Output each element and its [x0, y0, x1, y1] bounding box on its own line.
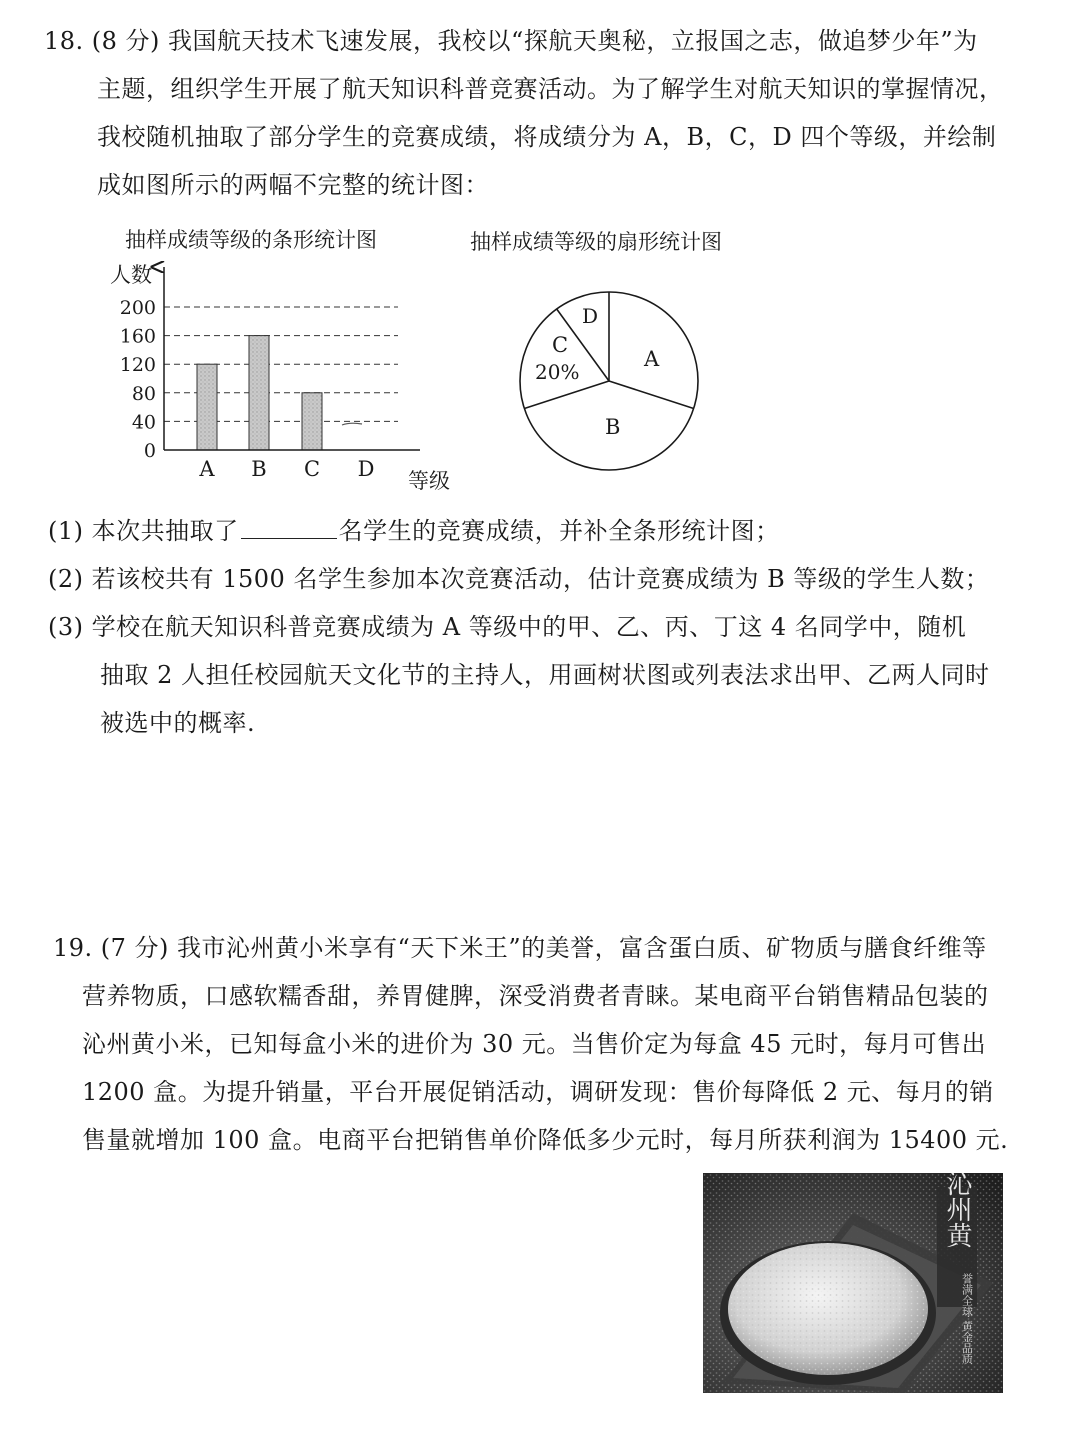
- y-tick-label: 200: [119, 297, 156, 319]
- q18-sub1-start: (1) 本次共抽取了: [48, 517, 239, 545]
- q18-line-1: 18. (8 分) 我国航天技术飞速发展，我校以“探航天奥秘，立报国之志，做追梦少年”为: [44, 27, 978, 55]
- millet-photo: [703, 1173, 1003, 1393]
- q18-sub2: (2) 若该校共有 1500 名学生参加本次竞赛活动，估计竞赛成绩为 B 等级的学生人数；: [48, 565, 990, 593]
- y-tick-label: 120: [119, 354, 156, 377]
- q18-sub3-line-2: 抽取 2 人担任校园航天文化节的主持人，用画树状图或列表法求出甲、乙两人同时: [100, 661, 990, 689]
- x-tick-label-c: C: [303, 457, 321, 481]
- photo-brand-label: 沁州黄: [942, 1173, 972, 1248]
- pie-slice-boundary-b: [609, 381, 694, 409]
- x-axis-label: 等级: [408, 469, 450, 493]
- pie-label-c: C: [552, 333, 569, 357]
- q18-sub1-end: 名学生的竞赛成绩，并补全条形统计图；: [338, 517, 780, 545]
- q18-sub3-line-1: (3) 学校在航天知识科普竞赛成绩为 A 等级中的甲、乙、丙、丁这 4 名同学中，随机: [48, 613, 967, 641]
- y-tick-label: 160: [119, 325, 156, 348]
- q18-sub1: [48, 516, 780, 546]
- y-tick-label: 40: [131, 411, 156, 434]
- pie-label-c-percent: 20%: [535, 360, 580, 384]
- pie-slice-boundary-c: [524, 381, 609, 409]
- y-tick-label: 0: [143, 440, 156, 462]
- q18-line-2: 主题，组织学生开展了航天知识科普竞赛活动。为了解学生对航天知识的掌握情况，: [97, 75, 1004, 103]
- x-tick-label-b: B: [251, 457, 267, 481]
- x-tick-label-a: A: [199, 457, 215, 481]
- q19-line-2: 营养物质，口感软糯香甜，养胃健脾，深受消费者青睐。某电商平台销售精品包装的: [82, 982, 989, 1010]
- pie-chart: [510, 282, 710, 482]
- y-axis-label: 人数: [110, 263, 152, 287]
- q18-line-4: 成如图所示的两幅不完整的统计图：: [97, 171, 489, 199]
- pie-label-d: D: [582, 304, 599, 328]
- q18-sub3-line-3: 被选中的概率.: [100, 709, 256, 737]
- q18-line-3: 我校随机抽取了部分学生的竞赛成绩，将成绩分为 A，B，C，D 四个等级，并绘制: [97, 123, 997, 151]
- bar-chart-title: 抽样成绩等级的条形统计图: [125, 228, 377, 252]
- q19-line-4: 1200 盒。为提升销量，平台开展促销活动，调研发现：售价每降低 2 元、每月的销: [82, 1078, 994, 1106]
- bar-b: [249, 336, 269, 450]
- pie-chart-title: 抽样成绩等级的扇形统计图: [470, 230, 722, 254]
- answer-blank[interactable]: [241, 516, 337, 539]
- q19-line-1: 19. (7 分) 我市沁州黄小米享有“天下米王”的美誉，富含蛋白质、矿物质与膳食纤维等: [53, 934, 987, 962]
- photo-slogan: 誉满全球 黄金品质: [960, 1273, 974, 1365]
- q19-line-5: 售量就增加 100 盒。电商平台把销售单价降低多少元时，每月所获利润为 15400 元.: [82, 1126, 1009, 1154]
- pie-label-a: A: [644, 347, 660, 371]
- x-tick-label-d: D: [357, 457, 375, 481]
- bar-c: [302, 393, 322, 450]
- pie-label-b: B: [605, 415, 621, 439]
- pencil-mark: [342, 423, 362, 425]
- y-tick-label: 80: [131, 382, 156, 405]
- q19-line-3: 沁州黄小米，已知每盒小米的进价为 30 元。当售价定为每盒 45 元时，每月可售出: [82, 1030, 987, 1058]
- bar-a: [197, 364, 217, 450]
- bar-chart: [100, 255, 470, 500]
